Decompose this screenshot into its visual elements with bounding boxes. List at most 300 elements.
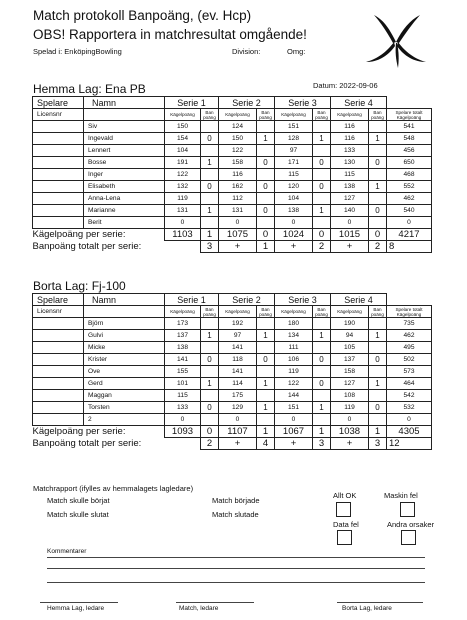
col-ban: Ban poäng [257, 306, 275, 318]
ban-score-cell [257, 342, 275, 354]
player-row [33, 145, 432, 157]
ban-score-cell: 0 [369, 157, 387, 169]
kommentarer-label: Kommentarer [47, 548, 87, 555]
home-ban-s4: 0 [369, 229, 387, 241]
ban-score-cell: 1 [369, 378, 387, 390]
player-row [33, 402, 432, 414]
kagel-score-cell: 137 [331, 354, 369, 366]
licensnr-cell [33, 205, 84, 217]
home-kagel-s1: 1103 [165, 229, 201, 241]
player-name: Lennert [84, 145, 165, 157]
col-kagel: Kägelpoäng [331, 109, 369, 121]
kagel-score-cell: 140 [331, 205, 369, 217]
player-name: Berit [84, 217, 165, 229]
player-row [33, 169, 432, 181]
home-player-rows [33, 121, 432, 229]
licensnr-cell [33, 402, 84, 414]
maskin-fel-label: Maskin fel [384, 491, 418, 500]
ban-score-cell [369, 193, 387, 205]
ban-score-cell [201, 217, 219, 229]
col-licensnr: Licensnr [33, 109, 84, 121]
ban-score-cell: 0 [201, 181, 219, 193]
player-total: 502 [387, 354, 432, 366]
player-total: 464 [387, 378, 432, 390]
page-subtitle: OBS! Rapportera in matchresultat omgående! [33, 27, 307, 42]
data-fel-checkbox[interactable] [337, 530, 352, 545]
col-serie-3: Serie 3 [275, 97, 331, 109]
home-kagel-s4: 1015 [331, 229, 369, 241]
ban-score-cell: 0 [369, 354, 387, 366]
signature-line-away[interactable] [337, 602, 423, 603]
ban-score-cell: 0 [201, 402, 219, 414]
col-ban: Ban poäng [313, 306, 331, 318]
ban-score-cell: 0 [257, 354, 275, 366]
ban-score-cell [313, 366, 331, 378]
ban-score-cell [313, 342, 331, 354]
licensnr-cell [33, 318, 84, 330]
ban-score-cell [313, 318, 331, 330]
col-serie-4: Serie 4 [331, 97, 387, 109]
ban-score-cell: 0 [313, 157, 331, 169]
player-row [33, 121, 432, 133]
sig-home-label: Hemma Lag, ledare [47, 605, 105, 612]
player-name: Ingevald [84, 133, 165, 145]
ban-score-cell [257, 121, 275, 133]
player-total: 456 [387, 145, 432, 157]
away-kagel-label: Kägelpoäng per serie: [32, 426, 126, 438]
ban-score-cell [313, 121, 331, 133]
ban-score-cell: 0 [313, 378, 331, 390]
col-spelare: Spelare [33, 97, 84, 109]
licensnr-cell [33, 330, 84, 342]
kagel-score-cell: 137 [165, 330, 201, 342]
ban-score-cell: 1 [257, 378, 275, 390]
kagel-score-cell: 119 [165, 193, 201, 205]
licensnr-cell [33, 133, 84, 145]
ban-score-cell: 0 [257, 181, 275, 193]
kagel-score-cell: 180 [275, 318, 313, 330]
player-row [33, 318, 432, 330]
kagel-score-cell: 0 [275, 217, 313, 229]
kagel-score-cell: 115 [331, 169, 369, 181]
col-ban: Ban poäng [369, 109, 387, 121]
away-ban-total-s4: 3 [369, 438, 387, 450]
ban-score-cell: 1 [313, 402, 331, 414]
page-title: Match protokoll Banpoäng, (ev. Hcp) [33, 8, 252, 23]
ban-score-cell: 0 [369, 205, 387, 217]
kagel-score-cell: 106 [275, 354, 313, 366]
ban-score-cell [313, 217, 331, 229]
ban-score-cell [201, 342, 219, 354]
kagel-score-cell: 0 [219, 217, 257, 229]
licensnr-cell [33, 414, 84, 426]
kagel-score-cell: 115 [275, 169, 313, 181]
slutade-label: Match slutade [212, 510, 259, 519]
ban-score-cell: 1 [313, 330, 331, 342]
col-namn: Namn [84, 294, 165, 306]
away-ban-label: Banpoäng totalt per serie: [32, 438, 142, 449]
player-total: 541 [387, 121, 432, 133]
col-namn: Namn [84, 97, 165, 109]
player-name: Krister [84, 354, 165, 366]
player-name: Micke [84, 342, 165, 354]
col-kagel: Kägelpoäng [219, 109, 257, 121]
ban-score-cell: 1 [201, 330, 219, 342]
ban-score-cell [201, 390, 219, 402]
kagel-score-cell: 105 [331, 342, 369, 354]
kagel-score-cell: 133 [165, 402, 201, 414]
ban-score-cell [313, 145, 331, 157]
home-kagel-total: 4217 [387, 229, 432, 241]
player-row [33, 193, 432, 205]
licensnr-cell [33, 366, 84, 378]
ban-score-cell [257, 318, 275, 330]
kagel-score-cell: 190 [331, 318, 369, 330]
ban-score-cell [201, 145, 219, 157]
ban-score-cell [257, 217, 275, 229]
away-ban-s4: 1 [369, 426, 387, 438]
home-ban-s2: 0 [257, 229, 275, 241]
home-ban-total-s2: 1 [257, 241, 275, 253]
plus-sign: + [219, 438, 257, 450]
kagel-score-cell: 192 [219, 318, 257, 330]
kagel-score-cell: 138 [275, 205, 313, 217]
andra-orsaker-checkbox[interactable] [401, 530, 416, 545]
ban-score-cell: 1 [369, 181, 387, 193]
kagel-score-cell: 119 [331, 402, 369, 414]
ban-score-cell [369, 217, 387, 229]
player-row [33, 181, 432, 193]
away-ban-total-s3: 3 [313, 438, 331, 450]
borjade-label: Match började [212, 496, 260, 505]
ban-score-cell [257, 366, 275, 378]
away-kagel-s1: 1093 [165, 426, 201, 438]
ban-score-cell [257, 193, 275, 205]
kagel-score-cell: 118 [219, 354, 257, 366]
ban-score-cell: 1 [257, 402, 275, 414]
data-fel-label: Data fel [333, 520, 359, 529]
home-ban-total-s4: 2 [369, 241, 387, 253]
player-row [33, 366, 432, 378]
player-name: Siv [84, 121, 165, 133]
away-ban-total-s2: 4 [257, 438, 275, 450]
venue-label: Spelad i: EnköpingBowling [33, 47, 122, 56]
ban-score-cell: 0 [313, 181, 331, 193]
player-total: 0 [387, 414, 432, 426]
kagel-score-cell: 119 [275, 366, 313, 378]
ban-score-cell [201, 318, 219, 330]
col-ban: Ban poäng [201, 306, 219, 318]
ban-score-cell: 1 [257, 133, 275, 145]
player-total: 650 [387, 157, 432, 169]
away-ban-grand-total: 12 [387, 438, 432, 450]
player-row [33, 330, 432, 342]
kagel-score-cell: 138 [331, 181, 369, 193]
away-ban-s2: 1 [257, 426, 275, 438]
player-name: Bosse [84, 157, 165, 169]
ban-score-cell: 0 [257, 205, 275, 217]
away-kagel-total: 4305 [387, 426, 432, 438]
player-name: Maggan [84, 390, 165, 402]
plus-sign: + [275, 241, 313, 253]
away-kagel-s4: 1038 [331, 426, 369, 438]
match-date: Datum: 2022-09-06 [313, 81, 378, 90]
kagel-score-cell: 150 [165, 121, 201, 133]
kagel-score-cell: 133 [331, 145, 369, 157]
kagel-score-cell: 130 [331, 157, 369, 169]
licensnr-cell [33, 342, 84, 354]
kagel-score-cell: 150 [219, 133, 257, 145]
player-row [33, 378, 432, 390]
col-serie-3: Serie 3 [275, 294, 331, 306]
player-name: Anna-Lena [84, 193, 165, 205]
licensnr-cell [33, 169, 84, 181]
kagel-score-cell: 122 [275, 378, 313, 390]
ban-score-cell [201, 193, 219, 205]
kagel-score-cell: 158 [331, 366, 369, 378]
col-ban: Ban poäng [369, 306, 387, 318]
kagel-score-cell: 128 [275, 133, 313, 145]
ban-score-cell [313, 169, 331, 181]
licensnr-cell [33, 157, 84, 169]
away-kagel-s2: 1107 [219, 426, 257, 438]
licensnr-cell [33, 390, 84, 402]
away-ban-s1: 0 [201, 426, 219, 438]
licensnr-cell [33, 193, 84, 205]
ban-score-cell: 1 [201, 157, 219, 169]
kagel-score-cell: 0 [219, 414, 257, 426]
kagel-score-cell: 124 [219, 121, 257, 133]
comment-line[interactable] [47, 582, 425, 583]
player-name: Inger [84, 169, 165, 181]
ban-score-cell [313, 390, 331, 402]
signature-line-match[interactable] [176, 602, 254, 603]
player-total: 548 [387, 133, 432, 145]
ban-score-cell [201, 169, 219, 181]
maskin-fel-checkbox[interactable] [400, 502, 415, 517]
col-total: Spelare totalt Kägelpoäng [387, 109, 432, 121]
kagel-score-cell: 129 [219, 402, 257, 414]
kagel-score-cell: 0 [331, 414, 369, 426]
kagel-score-cell: 127 [331, 193, 369, 205]
kagel-score-cell: 122 [219, 145, 257, 157]
col-ban: Ban poäng [201, 109, 219, 121]
comment-line[interactable] [47, 557, 425, 558]
col-spelare: Spelare [33, 294, 84, 306]
round-label: Omg: [287, 47, 306, 56]
kagel-score-cell: 108 [331, 390, 369, 402]
player-name: Gerd [84, 378, 165, 390]
kagel-score-cell: 141 [219, 366, 257, 378]
ban-score-cell: 0 [201, 354, 219, 366]
player-name: Marianne [84, 205, 165, 217]
kagel-score-cell: 171 [275, 157, 313, 169]
ban-score-cell: 0 [369, 402, 387, 414]
ban-score-cell [201, 121, 219, 133]
kagel-score-cell: 111 [275, 342, 313, 354]
home-score-table [32, 96, 432, 253]
home-kagel-s3: 1024 [275, 229, 313, 241]
home-ban-label: Banpoäng totalt per serie: [32, 241, 142, 252]
licensnr-cell [33, 121, 84, 133]
col-serie-1: Serie 1 [165, 97, 219, 109]
kagel-score-cell: 151 [275, 402, 313, 414]
ban-score-cell [201, 366, 219, 378]
col-kagel: Kägelpoäng [219, 306, 257, 318]
allt-ok-checkbox[interactable] [336, 502, 351, 517]
player-name: Elisabeth [84, 181, 165, 193]
player-name: Torsten [84, 402, 165, 414]
kagel-score-cell: 112 [219, 193, 257, 205]
player-total: 532 [387, 402, 432, 414]
ban-score-cell [257, 390, 275, 402]
signature-line-home[interactable] [40, 602, 118, 603]
plus-sign: + [219, 241, 257, 253]
skulle-slutat-label: Match skulle slutat [47, 510, 109, 519]
ban-score-cell [369, 342, 387, 354]
col-serie-4: Serie 4 [331, 294, 387, 306]
ban-score-cell: 1 [201, 378, 219, 390]
kagel-score-cell: 138 [165, 342, 201, 354]
licensnr-cell [33, 378, 84, 390]
division-label: Division: [232, 47, 261, 56]
kagel-score-cell: 94 [331, 330, 369, 342]
licensnr-cell [33, 354, 84, 366]
home-kagel-s2: 1075 [219, 229, 257, 241]
away-ban-total-s1: 2 [201, 438, 219, 450]
ban-score-cell [201, 414, 219, 426]
col-serie-1: Serie 1 [165, 294, 219, 306]
kagel-score-cell: 97 [219, 330, 257, 342]
andra-orsaker-label: Andra orsaker [387, 520, 435, 529]
player-total: 495 [387, 342, 432, 354]
kagel-score-cell: 141 [219, 342, 257, 354]
away-player-rows [33, 318, 432, 426]
ban-score-cell: 1 [369, 330, 387, 342]
player-total: 462 [387, 193, 432, 205]
kagel-score-cell: 116 [331, 121, 369, 133]
player-total: 735 [387, 318, 432, 330]
kagel-score-cell: 116 [219, 169, 257, 181]
ban-score-cell [369, 121, 387, 133]
col-kagel: Kägelpoäng [275, 306, 313, 318]
player-total: 540 [387, 205, 432, 217]
away-score-table [32, 293, 432, 450]
home-ban-total-s3: 2 [313, 241, 331, 253]
ban-score-cell [257, 145, 275, 157]
away-ban-s3: 1 [313, 426, 331, 438]
kagel-score-cell: 151 [275, 121, 313, 133]
col-total: Spelare totalt Kägelpoäng [387, 306, 432, 318]
player-row [33, 342, 432, 354]
kagel-score-cell: 97 [275, 145, 313, 157]
plus-sign: + [331, 241, 369, 253]
ban-score-cell [313, 414, 331, 426]
licensnr-cell [33, 217, 84, 229]
player-row [33, 390, 432, 402]
kagel-score-cell: 0 [165, 217, 201, 229]
home-kagel-label: Kägelpoäng per serie: [32, 229, 126, 241]
club-logo-icon [360, 12, 432, 70]
allt-ok-label: Allt OK [333, 491, 357, 500]
ban-score-cell [369, 366, 387, 378]
kagel-score-cell: 116 [331, 133, 369, 145]
player-row [33, 157, 432, 169]
kagel-score-cell: 120 [275, 181, 313, 193]
home-ban-grand-total: 8 [387, 241, 432, 253]
ban-score-cell: 1 [369, 133, 387, 145]
ban-score-cell [369, 390, 387, 402]
player-total: 542 [387, 390, 432, 402]
kagel-score-cell: 134 [275, 330, 313, 342]
ban-score-cell [369, 145, 387, 157]
kagel-score-cell: 173 [165, 318, 201, 330]
ban-score-cell: 0 [313, 354, 331, 366]
matchrapport-label: Matchrapport (ifylles av hemmalagets lagledare) [33, 484, 194, 493]
kagel-score-cell: 154 [165, 133, 201, 145]
kagel-score-cell: 104 [275, 193, 313, 205]
kagel-score-cell: 162 [219, 181, 257, 193]
col-kagel: Kägelpoäng [275, 109, 313, 121]
kagel-score-cell: 127 [331, 378, 369, 390]
sig-away-label: Borta Lag, ledare [342, 605, 392, 612]
kagel-score-cell: 132 [165, 181, 201, 193]
kagel-score-cell: 131 [165, 205, 201, 217]
ban-score-cell: 1 [201, 205, 219, 217]
col-serie-2: Serie 2 [219, 294, 275, 306]
away-team-name: Borta Lag: Fj-100 [33, 279, 126, 293]
player-name: Gulvi [84, 330, 165, 342]
ban-score-cell [369, 169, 387, 181]
home-ban-s3: 0 [313, 229, 331, 241]
sig-match-label: Match, ledare [179, 605, 219, 612]
col-licensnr: Licensnr [33, 306, 84, 318]
kagel-score-cell: 114 [219, 378, 257, 390]
comment-line[interactable] [47, 568, 425, 569]
player-name: Björn [84, 318, 165, 330]
kagel-score-cell: 144 [275, 390, 313, 402]
col-ban: Ban poäng [313, 109, 331, 121]
player-name: 2 [84, 414, 165, 426]
kagel-score-cell: 191 [165, 157, 201, 169]
player-row [33, 414, 432, 426]
ban-score-cell [369, 318, 387, 330]
home-ban-s1: 1 [201, 229, 219, 241]
col-serie-2: Serie 2 [219, 97, 275, 109]
ban-score-cell [257, 169, 275, 181]
player-row [33, 205, 432, 217]
ban-score-cell: 0 [257, 157, 275, 169]
kagel-score-cell: 175 [219, 390, 257, 402]
kagel-score-cell: 0 [331, 217, 369, 229]
kagel-score-cell: 155 [165, 366, 201, 378]
ban-score-cell [313, 193, 331, 205]
ban-score-cell: 1 [313, 133, 331, 145]
kagel-score-cell: 104 [165, 145, 201, 157]
kagel-score-cell: 122 [165, 169, 201, 181]
kagel-score-cell: 158 [219, 157, 257, 169]
kagel-score-cell: 101 [165, 378, 201, 390]
kagel-score-cell: 131 [219, 205, 257, 217]
player-row [33, 133, 432, 145]
player-name: Ove [84, 366, 165, 378]
player-total: 0 [387, 217, 432, 229]
kagel-score-cell: 115 [165, 390, 201, 402]
plus-sign: + [275, 438, 313, 450]
licensnr-cell [33, 181, 84, 193]
away-kagel-s3: 1067 [275, 426, 313, 438]
player-row [33, 354, 432, 366]
